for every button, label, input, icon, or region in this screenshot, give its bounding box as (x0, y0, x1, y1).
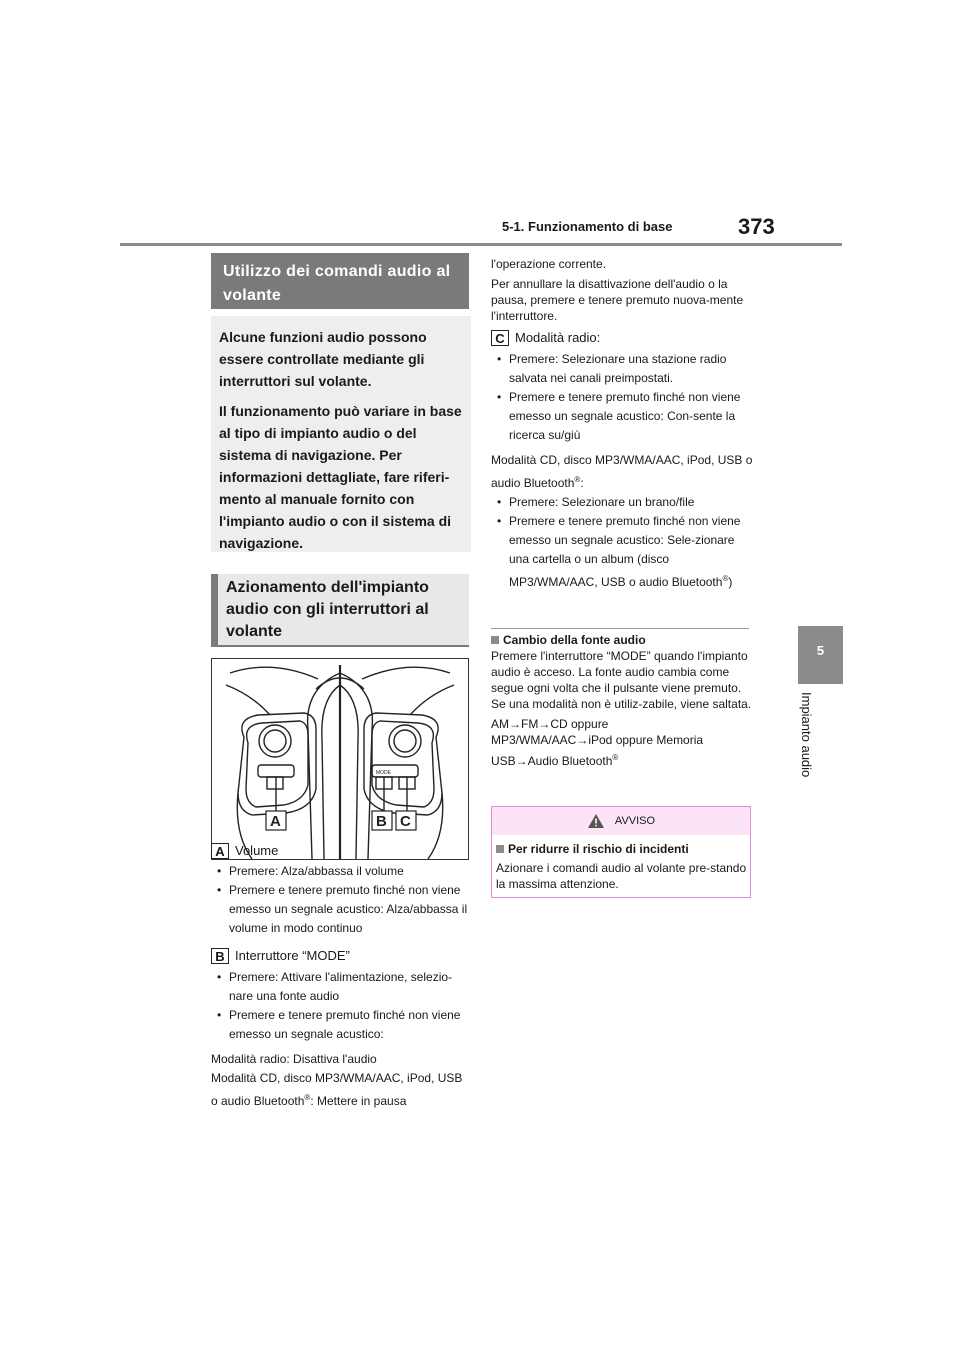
square-bullet-icon (491, 636, 499, 644)
warning-triangle-icon (587, 813, 605, 829)
item-a-list (211, 862, 471, 938)
callout-c: C (400, 813, 411, 830)
registered-mark: ® (304, 1093, 311, 1102)
list-item: • Premere: Alza/abbassa il volume (211, 862, 471, 881)
mode-button-label: MODE (376, 770, 391, 776)
intro-paragraph-2: Il funzionamento può variare in base al tipo di impianto audio o del sistema di navigazione. Per informazioni dettagliate, fare riferi-mento al manuale fornito con l'impianto audio o con il sistema di navigazione. (219, 403, 462, 551)
item-c-heading (491, 329, 600, 346)
chapter-number: 5 (816, 643, 825, 658)
warning-label: AVVISO (614, 815, 656, 827)
badge-b: B (211, 948, 229, 964)
steering-wheel-illustration (212, 659, 468, 859)
page-number: 373 (738, 214, 775, 239)
chapter-tab[interactable] (798, 626, 843, 684)
registered-mark: ® (574, 475, 581, 484)
heading-steering-audio: Utilizzo dei comandi audio al volante (211, 253, 469, 309)
list-item: • Premere e tenere premuto finché non viene emesso un segnale acustico: Con-sente la ricerca su/giù (491, 388, 753, 445)
registered-mark: ® (722, 574, 729, 583)
continued-text: l'operazione corrente. (491, 257, 607, 271)
square-bullet-icon (496, 845, 504, 853)
cd-mode-suffix: : Mettere in pausa (310, 1094, 407, 1108)
source-sequence-line-2: MP3/WMA/AAC→iPod oppure Memoria (491, 733, 704, 747)
source-sequence-text: USB→Audio Bluetooth (491, 754, 613, 768)
chapter-label-text: Impianto audio (799, 692, 814, 778)
heading-switch-operation: Azionamento dell'impianto audio con gli interruttori al volante (211, 574, 469, 646)
source-change-section (491, 632, 753, 771)
chapter-label (799, 692, 830, 802)
warning-content (496, 841, 748, 892)
radio-mode-line: Modalità radio: Disattiva l'audio (211, 1052, 377, 1066)
cd-mode-line (211, 1069, 471, 1111)
item-b-heading (211, 947, 350, 964)
list-item: • Premere e tenere premuto finché non viene emesso un segnale acustico: (211, 1006, 471, 1044)
warning-title: Per ridurre il rischio di incidenti (508, 842, 689, 856)
steering-wheel-figure (211, 658, 469, 860)
list-item: • Premere e tenere premuto finché non viene emesso un segnale acustico: Alza/abbassa il volume in modo continuo (211, 881, 471, 938)
list-item: • Premere: Selezionare una stazione radio salvata nei canali preimpostati. (491, 350, 753, 388)
cd-intro-text: Modalità CD, disco MP3/WMA/AAC, iPod, USB o audio Bluetooth (491, 453, 753, 490)
cd-intro (491, 451, 753, 493)
cd-mode-text: Modalità CD, disco MP3/WMA/AAC, iPod, USB o audio Bluetooth (211, 1071, 463, 1108)
cancel-text: Per annullare la disattivazione dell'audio o la pausa, premere e tenere premuto nuova-mente l'interruttore. (491, 277, 744, 323)
warning-text: Azionare i comandi audio al volante pre-stando la massima attenzione. (496, 861, 747, 891)
source-sequence-line-3 (491, 748, 753, 771)
callout-b: B (376, 813, 387, 830)
item-a-title: Volume (235, 843, 279, 859)
heading2-rule (211, 645, 469, 647)
warning-title-row (496, 841, 748, 857)
callout-a: A (270, 813, 281, 830)
item-c-title: Modalità radio: (515, 330, 601, 346)
source-change-text: Premere l'interruttore “MODE” quando l'impianto audio è acceso. La fonte audio cambia come segue ogni volta che il pulsante viene premuto. Se una modalità non è utiliz-zabile, viene saltata. (491, 649, 752, 711)
section-title: 5-1. Funzionamento di base (502, 219, 673, 234)
warning-box (491, 806, 751, 898)
item-b-title: Interruttore “MODE” (235, 948, 350, 964)
list-item: • Premere: Attivare l'alimentazione, selezio-nare una fonte audio (211, 968, 471, 1006)
cd-bullet2-suffix: ) (728, 575, 733, 589)
list-item (491, 512, 753, 592)
badge-a: A (211, 843, 229, 859)
header-rule (120, 243, 842, 246)
intro-box (211, 316, 471, 552)
item-a-heading (211, 842, 278, 859)
item-c-list (491, 350, 753, 592)
intro-paragraph-1: Alcune funzioni audio possono essere controllate mediante gli interruttori sul volante. (219, 329, 427, 389)
section-divider (491, 628, 749, 629)
badge-c: C (491, 330, 509, 346)
item-b-list (211, 968, 471, 1111)
source-change-heading (491, 632, 753, 648)
cd-bullet2-text: Premere e tenere premuto finché non viene emesso un segnale acustico: Sele-zionare una cartella o un album (disco MP3/WMA/AAC, USB o audio Bluetooth (509, 514, 741, 589)
list-item: • Premere: Selezionare un brano/file (491, 493, 753, 512)
cd-intro-suffix: : (580, 476, 584, 490)
source-sequence-line-1: AM→FM→CD oppure (491, 717, 609, 731)
right-column-top (491, 256, 753, 324)
registered-mark: ® (612, 753, 619, 762)
warning-header (492, 807, 750, 835)
source-change-title: Cambio della fonte audio (503, 633, 646, 647)
